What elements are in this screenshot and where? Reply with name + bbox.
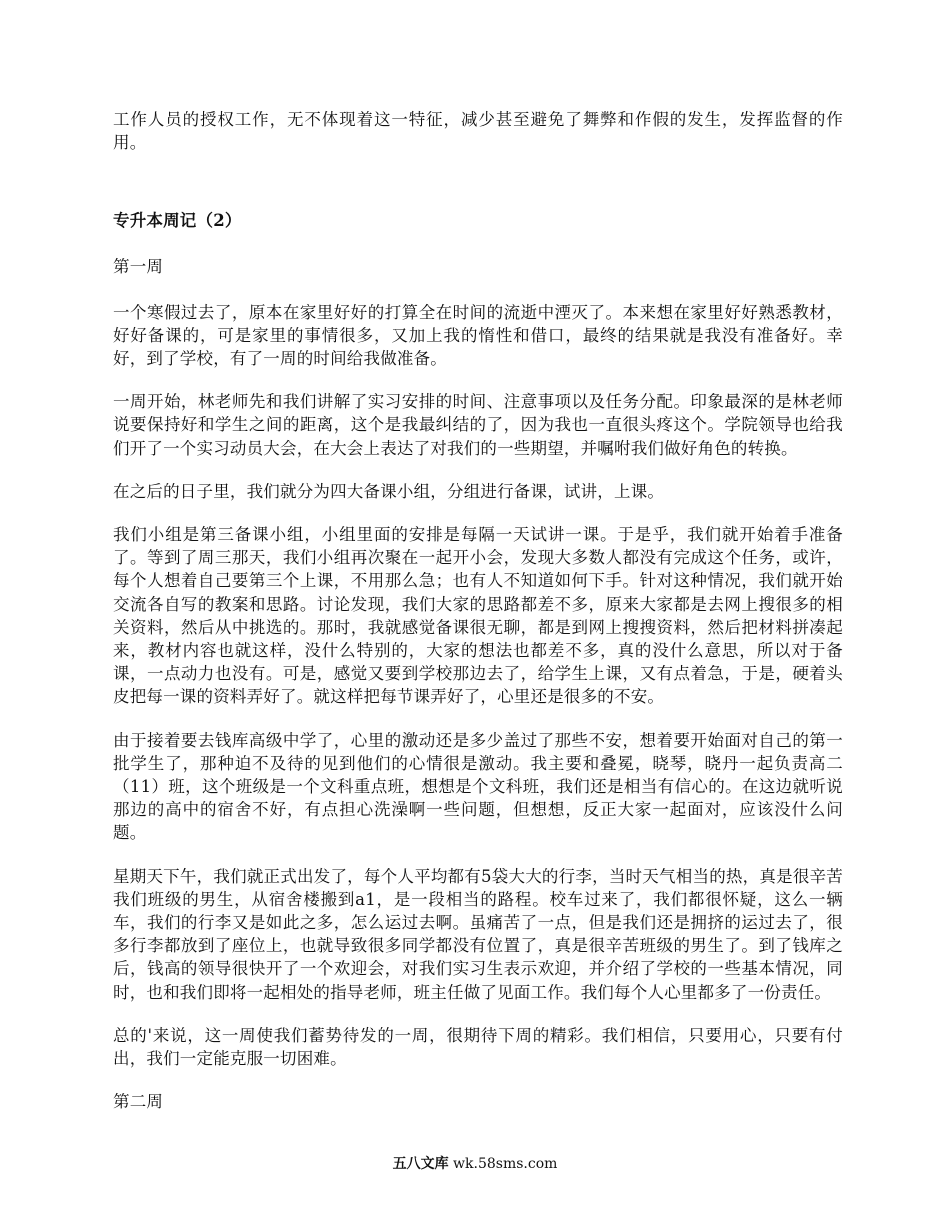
paragraph-2: 一周开始，林老师先和我们讲解了实习安排的时间、注意事项以及任务分配。印象最深的是林老师说要保持好和学生之间的距离，这个是我最纠结的了，因为我也一直很头疼这个。学院领导也给我们开了一个实习动员大会，在大会上表达了对我们的一些期望，并嘱咐我们做好角色的转换。 (113, 392, 843, 458)
page-footer (0, 1154, 950, 1174)
section-title: 专升本周记（2） (113, 211, 242, 231)
footer-site[interactable]: wk.58sms.com (448, 1156, 558, 1172)
paragraph-5: 由于接着要去钱库高级中学了，心里的激动还是多少盖过了那些不安，想着要开始面对自己的第一批学生了，那种迫不及待的见到他们的心情很是激动。我主要和叠冕，晓琴，晓丹一起负责高二（11）班，这个班级是一个文科重点班，想想是个文科班，我们还是相当有信心的。在这边就听说那边的高中的宿舍不好，有点担心洗澡啊一些问题，但想想，反正大家一起面对，应该没什么问题。 (113, 730, 843, 843)
paragraph-3: 在之后的日子里，我们就分为四大备课小组，分组进行备课，试讲，上课。 (113, 481, 665, 501)
footer-brand: 五八文库 (392, 1156, 449, 1172)
document-body (113, 108, 843, 1136)
paragraph-7: 总的'来说，这一周使我们蓄势待发的一周，很期待下周的精彩。我们相信，只要用心，只要有付出，我们一定能克服一切困难。 (113, 1025, 843, 1069)
paragraph-4: 我们小组是第三备课小组，小组里面的安排是每隔一天试讲一课。于是乎，我们就开始着手准备了。等到了周三那天，我们小组再次聚在一起开小会，发现大多数人都没有完成这个任务，或许，每个人想着自己要第三个上课，不用那么急；也有人不知道如何下手。针对这种情况，我们就开始交流各自写的教案和思路。讨论发现，我们大家的思路都差不多，原来大家都是去网上搜很多的相关资料，然后从中挑选的。那时，我就感觉备课很无聊，都是到网上搜搜资料，然后把材料拼凑起来，教材内容也就这样，没什么特别的，大家的想法也都差不多，真的没什么意思，所以对于备课，一点动力也没有。可是，感觉又要到学校那边去了，给学生上课，又有点着急，于是，硬着头皮把每一课的资料弄好了。就这样把每节课弄好了，心里还是很多的不安。 (113, 525, 843, 707)
week-2-label: 第二周 (113, 1092, 164, 1112)
intro-paragraph: 工作人员的授权工作，无不体现着这一特征，减少甚至避免了舞弊和作假的发生，发挥监督的作用。 (113, 110, 843, 153)
paragraph-1: 一个寒假过去了，原本在家里好好的打算全在时间的流逝中湮灭了。本来想在家里好好熟悉教材，好好备课的，可是家里的事情很多，又加上我的惰性和借口，最终的结果就是我没有准备好。幸好，到了学校，有了一周的时间给我做准备。 (113, 302, 843, 369)
week-1-label: 第一周 (113, 257, 164, 277)
paragraph-6: 星期天下午，我们就正式出发了，每个人平均都有5袋大大的行李，当时天气相当的热，真是很辛苦我们班级的男生，从宿舍楼搬到a1，是一段相当的路程。校车过来了，我们都很怀疑，这么一辆车，我们的行李又是如此之多，怎么运过去啊。虽痛苦了一点，但是我们还是拥挤的运过去了，很多行李都放到了座位上，也就导致很多同学都没有位置了，真是很辛苦班级的男生了。到了钱库之后，钱高的领导很快开了一个欢迎会，对我们实习生表示欢迎，并介绍了学校的一些基本情况，同时，也和我们即将一起相处的指导老师，班主任做了见面工作。我们每个人心里都多了一份责任。 (113, 866, 843, 1002)
